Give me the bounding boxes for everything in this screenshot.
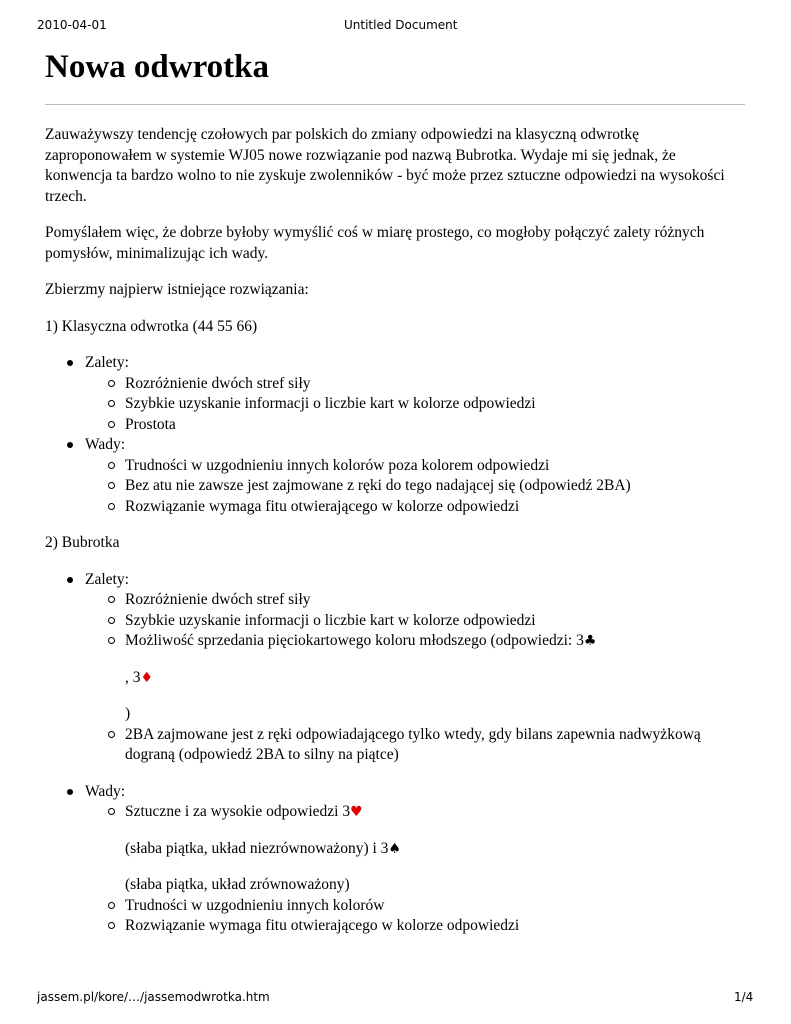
section1-pros-list [85, 374, 745, 436]
major-suit-end: (słaba piątka, układ zrównoważony) [125, 876, 350, 893]
section1-heading: 1) Klasyczna odwrotka (44 55 66) [45, 317, 258, 335]
section2-cons-label: Wady: [85, 782, 126, 800]
section1-list [45, 353, 745, 517]
list-item: Trudności w uzgodnieniu innych kolorów poza kolorem odpowiedzi [85, 456, 745, 477]
list-item [85, 802, 745, 896]
club-icon: ♣ [583, 633, 597, 649]
section2-cons-list [85, 802, 745, 937]
intro-paragraph-2: Pomyślałem więc, że dobrze byłoby wymyślić coś w miarę prostego, co mogłoby połączyć zalety różnych pomysłów, minimalizując ich wady. [45, 224, 705, 262]
minor-suit-end: ) [125, 705, 131, 722]
list-item [85, 631, 745, 725]
header-date: 2010-04-01 [37, 18, 107, 32]
page-title: Nowa odwrotka [45, 49, 269, 85]
list-item: Szybkie uzyskanie informacji o liczbie kart w kolorze odpowiedzi [85, 611, 745, 632]
list-item: Prostota [85, 415, 745, 436]
section1-cons [45, 435, 745, 517]
section2-list [45, 570, 745, 937]
section2-heading: 2) Bubrotka [45, 534, 120, 551]
footer-page-number: 1/4 [734, 990, 754, 1004]
major-suit-text: Sztuczne i za wysokie odpowiedzi 3 [125, 803, 351, 820]
header-title: Untitled Document [344, 18, 458, 32]
section1-pros-label: Zalety: [85, 354, 129, 371]
list-item: Trudności w uzgodnieniu innych kolorów [85, 896, 745, 917]
list-item: Szybkie uzyskanie informacji o liczbie kart w kolorze odpowiedzi [85, 394, 745, 415]
list-item: Rozróżnienie dwóch stref siły [85, 590, 745, 611]
spade-icon: ♠ [388, 840, 401, 857]
section1-cons-list [85, 456, 745, 518]
major-suit-mid: (słaba piątka, układ niezrównoważony) i 3 [125, 839, 389, 857]
diamond-icon: ♦ [140, 669, 154, 686]
section1-cons-label: Wady: [85, 436, 126, 453]
list-item: Rozwiązanie wymaga fitu otwierającego w kolorze odpowiedzi [85, 497, 745, 518]
section2-pros-list [85, 590, 745, 766]
list-item: Bez atu nie zawsze jest zajmowane z ręki do tego nadającej się (odpowiedź 2BA) [85, 476, 745, 497]
intro-paragraph-3: Zbierzmy najpierw istniejące rozwiązania: [45, 281, 309, 298]
list-item: Rozróżnienie dwóch stref siły [85, 374, 745, 395]
section2-pros-label: Zalety: [85, 570, 129, 588]
heart-icon: ♥ [350, 804, 363, 820]
minor-suit-text: Możliwość sprzedania pięciokartowego koloru młodszego (odpowiedzi: 3 [125, 632, 584, 649]
minor-suit-mid: , 3 [125, 668, 141, 686]
footer-url: jassem.pl/kore/…/jassemodwrotka.htm [37, 990, 270, 1004]
list-item: 2BA zajmowane jest z ręki odpowiadającego tylko wtedy, gdy bilans zapewnia nadwyżkową dograną (odpowiedź 2BA to silny na piątce) [85, 725, 745, 766]
section1-pros [45, 353, 745, 435]
article [45, 44, 745, 953]
intro-paragraph-1: Zauważywszy tendencję czołowych par polskich do zmiany odpowiedzi na klasyczną odwrotkę zaproponowałem w systemie WJ05 nowe rozwiązanie pod nazwą Bubrotka. Wydaje mi się jednak, że konwencja ta bardzo wolno to nie zyskuje zwolenników - być może przez sztuczne odpowiedzi na wysokości trzech. [45, 126, 725, 205]
list-item: Rozwiązanie wymaga fitu otwierającego w kolorze odpowiedzi [85, 916, 745, 937]
section2-pros [45, 570, 745, 782]
section2-cons [45, 782, 745, 937]
